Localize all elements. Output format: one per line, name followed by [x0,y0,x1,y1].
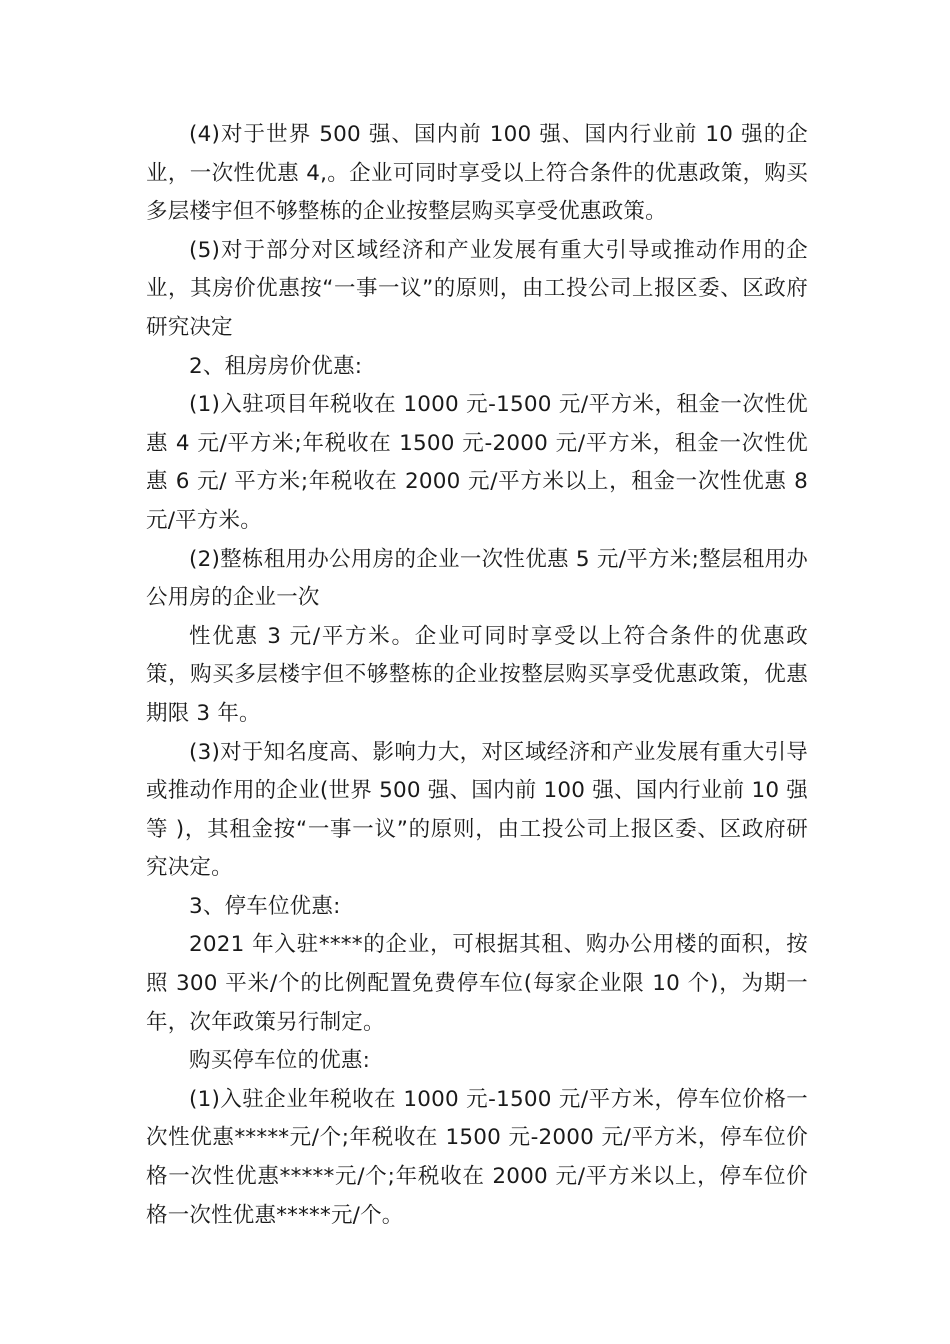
paragraph-rent-item-1: (1)入驻项目年税收在 1000 元-1500 元/平方米，租金一次性优惠 4 元/平方米;年税收在 1500 元-2000 元/平方米，租金一次性优惠 6 元/ 平方米;年税收在 2000 元/平方米以上，租金一次性优惠 8 元/平方米。 [146,392,808,533]
paragraph-free-parking: 2021 年入驻****的企业，可根据其租、购办公用楼的面积，按照 300 平米/个的比例配置免费停车位(每家企业限 10 个)，为期一年，次年政策另行制定。 [146,932,808,1035]
paragraph-purchase-item-5: (5)对于部分对区域经济和产业发展有重大引导或推动作用的企业，其房价优惠按“一事一议”的原则，由工投公司上报区委、区政府研究决定 [146,237,808,340]
section-heading-parking-discount: 3、停车位优惠: [189,893,341,919]
paragraph-rent-item-2: (2)整栋租用办公用房的企业一次性优惠 5 元/平方米;整层租用办公用房的企业一次 [146,546,808,611]
paragraph-rent-item-3: (3)对于知名度高、影响力大，对区域经济和产业发展有重大引导或推动作用的企业(世界 500 强、国内前 100 强、国内行业前 10 强等 )，其租金按“一事一议”的原则，由工投公司上报区委、区政府研究决定。 [146,739,808,881]
subheading-parking-purchase: 购买停车位的优惠: [189,1048,371,1074]
paragraph-purchase-item-4: (4)对于世界 500 强、国内前 100 强、国内行业前 10 强的企业，一次性优惠 4,。企业可同时享受以上符合条件的优惠政策，购买多层楼宇但不够整栋的企业按整层购买享受优惠政策。 [146,122,808,225]
paragraph-parking-item-1: (1)入驻企业年税收在 1000 元-1500 元/平方米，停车位价格一次性优惠*****元/个;年税收在 1500 元-2000 元/平方米，停车位价格一次性优惠*****元/个;年税收在 2000 元/平方米以上，停车位价格一次性优惠*****元/个。 [146,1086,808,1228]
document-body [146,116,808,1235]
paragraph-rent-item-2-continued: 性优惠 3 元/平方米。企业可同时享受以上符合条件的优惠政策，购买多层楼宇但不够整栋的企业按整层购买享受优惠政策，优惠期限 3 年。 [146,623,808,726]
section-heading-rent-discount: 2、租房房价优惠: [189,353,363,379]
